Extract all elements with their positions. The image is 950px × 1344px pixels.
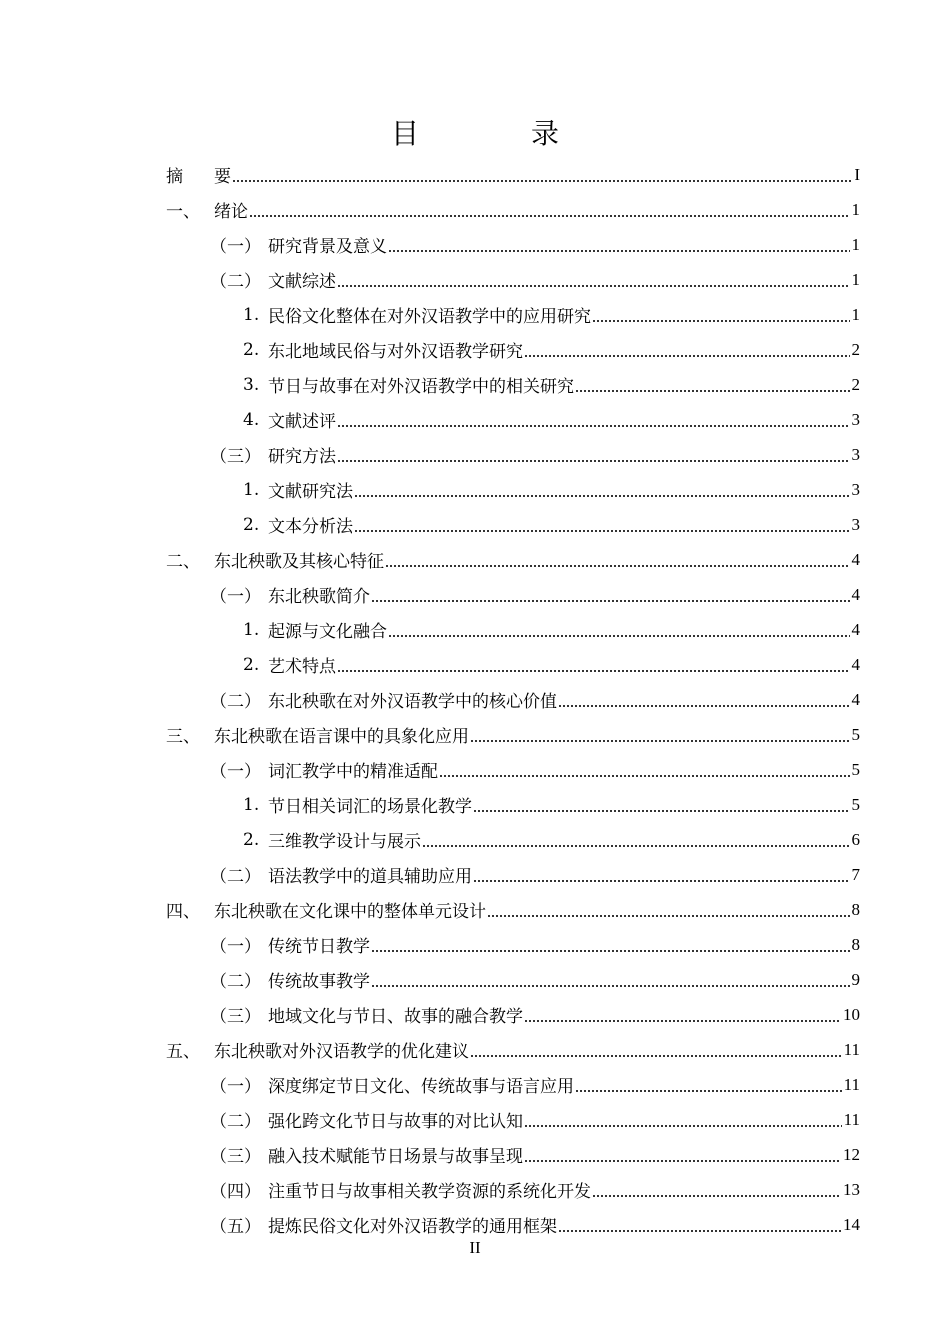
toc-entry-number: 三、 — [166, 727, 200, 747]
toc-entry-number: （二） — [210, 272, 261, 292]
toc-dot-leader — [354, 516, 850, 534]
toc-entry-title: 节日相关词汇的场景化教学 — [268, 797, 472, 817]
toc-entry[interactable] — [166, 542, 860, 577]
toc-entry-page: 6 — [851, 829, 860, 849]
toc-entry-number: （二） — [210, 692, 261, 712]
toc-dot-leader — [558, 1216, 841, 1234]
toc-dot-leader — [524, 1146, 841, 1164]
toc-entry-page: 8 — [851, 934, 860, 954]
toc-entry[interactable] — [243, 297, 860, 332]
toc-dot-leader — [575, 376, 850, 394]
toc-entry-page: 10 — [843, 1004, 860, 1024]
toc-entry-number: 2. — [243, 514, 260, 535]
toc-entry[interactable] — [210, 682, 860, 717]
toc-entry-title: 东北秧歌及其核心特征 — [214, 552, 384, 572]
toc-entry-title: 三维教学设计与展示 — [268, 832, 421, 852]
toc-entry-number: 二、 — [166, 552, 200, 572]
toc-entry-title: 文献综述 — [268, 272, 336, 292]
toc-dot-leader — [337, 446, 850, 464]
page-number-footer: II — [469, 1238, 481, 1257]
toc-entry[interactable] — [210, 1137, 860, 1172]
toc-entry-number: 摘 — [166, 167, 183, 187]
toc-entry[interactable] — [243, 647, 860, 682]
toc-entry-page: 4 — [851, 689, 860, 709]
toc-entry-number: （一） — [210, 587, 261, 607]
toc-entry-title: 艺术特点 — [268, 657, 336, 677]
toc-dot-leader — [422, 831, 850, 849]
toc-entry[interactable] — [166, 892, 860, 927]
toc-dot-leader — [388, 236, 850, 254]
toc-entry-title: 词汇教学中的精准适配 — [268, 762, 438, 782]
toc-entry-title: 东北秧歌在语言课中的具象化应用 — [214, 727, 469, 747]
toc-entry-title: 传统节日教学 — [268, 937, 370, 957]
toc-entry-page: 5 — [851, 794, 860, 814]
toc-entry-page: 5 — [851, 724, 860, 744]
toc-entry-title: 注重节日与故事相关教学资源的系统化开发 — [268, 1182, 591, 1202]
toc-dot-leader — [337, 411, 850, 429]
toc-entry-number: （二） — [210, 1112, 261, 1132]
toc-entry-number: 一、 — [166, 202, 200, 222]
toc-entry-title: 提炼民俗文化对外汉语教学的通用框架 — [268, 1217, 557, 1237]
toc-entry-page: 13 — [843, 1179, 860, 1199]
toc-entry[interactable] — [166, 717, 860, 752]
toc-dot-leader — [524, 1006, 841, 1024]
toc-entry[interactable] — [210, 1067, 860, 1102]
toc-dot-leader — [470, 726, 850, 744]
toc-entry-number: 3. — [243, 374, 260, 395]
toc-entry[interactable] — [210, 1172, 860, 1207]
toc-dot-leader — [249, 201, 850, 219]
toc-dot-leader — [232, 166, 852, 184]
toc-entry-page: 7 — [851, 864, 860, 884]
toc-entry[interactable] — [210, 857, 860, 892]
toc-entry-title: 东北秧歌在文化课中的整体单元设计 — [214, 902, 486, 922]
toc-entry-number: （四） — [210, 1182, 261, 1202]
toc-entry[interactable] — [243, 332, 860, 367]
toc-entry[interactable] — [243, 472, 860, 507]
toc-entry-page: 5 — [851, 759, 860, 779]
toc-entry-number: （二） — [210, 867, 261, 887]
toc-entry-page: 14 — [843, 1214, 860, 1234]
toc-entry[interactable] — [166, 157, 860, 192]
toc-entry-title: 地域文化与节日、故事的融合教学 — [268, 1007, 523, 1027]
toc-dot-leader — [371, 586, 850, 604]
toc-entry-page: 8 — [851, 899, 860, 919]
toc-entry-number: （一） — [210, 762, 261, 782]
toc-entry[interactable] — [210, 577, 860, 612]
toc-entry-page: 4 — [851, 549, 860, 569]
toc-dot-leader — [473, 866, 850, 884]
toc-dot-leader — [473, 796, 850, 814]
toc-entry[interactable] — [243, 507, 860, 542]
toc-dot-leader — [558, 691, 850, 709]
toc-entry-number: （二） — [210, 972, 261, 992]
toc-entry[interactable] — [210, 227, 860, 262]
toc-dot-leader — [592, 306, 850, 324]
toc-entry-title: 起源与文化融合 — [268, 622, 387, 642]
toc-entry-number: 1. — [243, 619, 260, 640]
toc-entry[interactable] — [210, 752, 860, 787]
toc-dot-leader — [337, 271, 850, 289]
toc-entry-page: 3 — [851, 444, 860, 464]
toc-entry-title: 强化跨文化节日与故事的对比认知 — [268, 1112, 523, 1132]
toc-entry-page: 4 — [851, 654, 860, 674]
toc-dot-leader — [385, 551, 850, 569]
toc-entry-page: 3 — [851, 479, 860, 499]
toc-entry-page: 1 — [851, 304, 860, 324]
toc-entry-page: 9 — [851, 969, 860, 989]
toc-entry-title: 东北秧歌在对外汉语教学中的核心价值 — [268, 692, 557, 712]
toc-entry-number: （一） — [210, 1077, 261, 1097]
toc-entry-page: I — [854, 164, 860, 184]
toc-entry-page: 4 — [851, 619, 860, 639]
toc-dot-leader — [470, 1041, 842, 1059]
toc-entry-number: 2. — [243, 654, 260, 675]
toc-entry[interactable] — [210, 437, 860, 472]
toc-entry-title: 绪论 — [214, 202, 248, 222]
toc-entry-title: 研究方法 — [268, 447, 336, 467]
toc-dot-leader — [524, 1111, 842, 1129]
toc-entry[interactable] — [210, 962, 860, 997]
toc-entry-title: 节日与故事在对外汉语教学中的相关研究 — [268, 377, 574, 397]
toc-entry-title: 东北地域民俗与对外汉语教学研究 — [268, 342, 523, 362]
toc-entry-title: 深度绑定节日文化、传统故事与语言应用 — [268, 1077, 574, 1097]
toc-entry[interactable] — [210, 927, 860, 962]
toc-entry-number: （一） — [210, 237, 261, 257]
toc-dot-leader — [524, 341, 850, 359]
toc-dot-leader — [371, 971, 850, 989]
toc-dot-leader — [487, 901, 850, 919]
toc-entry[interactable] — [210, 1207, 860, 1242]
toc-entry-page: 12 — [843, 1144, 860, 1164]
toc-entry-title: 文献研究法 — [268, 482, 353, 502]
toc-dot-leader — [575, 1076, 842, 1094]
toc-entry-title: 要 — [214, 167, 231, 187]
toc-entry-title: 东北秧歌简介 — [268, 587, 370, 607]
toc-entry-title: 文献述评 — [268, 412, 336, 432]
toc-entry[interactable] — [243, 612, 860, 647]
toc-entry-number: 2. — [243, 339, 260, 360]
toc-entry[interactable] — [243, 822, 860, 857]
toc-entry-number: 四、 — [166, 902, 200, 922]
toc-dot-leader — [371, 936, 850, 954]
toc-entry-page: 3 — [851, 514, 860, 534]
toc-entry-number: （三） — [210, 1007, 261, 1027]
toc-dot-leader — [354, 481, 850, 499]
toc-dot-leader — [439, 761, 850, 779]
toc-entry-title: 文本分析法 — [268, 517, 353, 537]
toc-entry-number: 1. — [243, 304, 260, 325]
toc-dot-leader — [337, 656, 850, 674]
toc-entry-number: 4. — [243, 409, 260, 430]
toc-entry[interactable] — [166, 192, 860, 227]
toc-entry-title: 民俗文化整体在对外汉语教学中的应用研究 — [268, 307, 591, 327]
toc-entry-number: 2. — [243, 829, 260, 850]
toc-entry[interactable] — [210, 262, 860, 297]
toc-entry-number: （三） — [210, 1147, 261, 1167]
toc-entry[interactable] — [243, 402, 860, 437]
page-title: 目 录 — [390, 117, 601, 150]
toc-entry-number: （五） — [210, 1217, 261, 1237]
toc-dot-leader — [388, 621, 850, 639]
toc-entry-page: 11 — [843, 1109, 860, 1129]
toc-entry-page: 4 — [851, 584, 860, 604]
toc-entry-page: 1 — [851, 199, 860, 219]
toc-entry[interactable] — [243, 367, 860, 402]
toc-entry-number: 1. — [243, 794, 260, 815]
toc-entry[interactable] — [210, 997, 860, 1032]
toc-entry-number: （一） — [210, 937, 261, 957]
toc-entry-title: 东北秧歌对外汉语教学的优化建议 — [214, 1042, 469, 1062]
toc-entry-title: 研究背景及意义 — [268, 237, 387, 257]
toc-entry[interactable] — [166, 1032, 860, 1067]
toc-entry[interactable] — [243, 787, 860, 822]
toc-entry-page: 2 — [851, 339, 860, 359]
toc-entry-title: 融入技术赋能节日场景与故事呈现 — [268, 1147, 523, 1167]
toc-entry[interactable] — [210, 1102, 860, 1137]
toc-entry-number: （三） — [210, 447, 261, 467]
toc-entry-page: 11 — [843, 1039, 860, 1059]
toc-entry-page: 1 — [851, 269, 860, 289]
toc-dot-leader — [592, 1181, 841, 1199]
toc-entry-number: 1. — [243, 479, 260, 500]
toc-entry-page: 2 — [851, 374, 860, 394]
toc-entry-page: 1 — [851, 234, 860, 254]
toc-entry-page: 11 — [843, 1074, 860, 1094]
toc-entry-page: 3 — [851, 409, 860, 429]
toc-entry-title: 语法教学中的道具辅助应用 — [268, 867, 472, 887]
toc-entry-number: 五、 — [166, 1042, 200, 1062]
toc-entry-title: 传统故事教学 — [268, 972, 370, 992]
